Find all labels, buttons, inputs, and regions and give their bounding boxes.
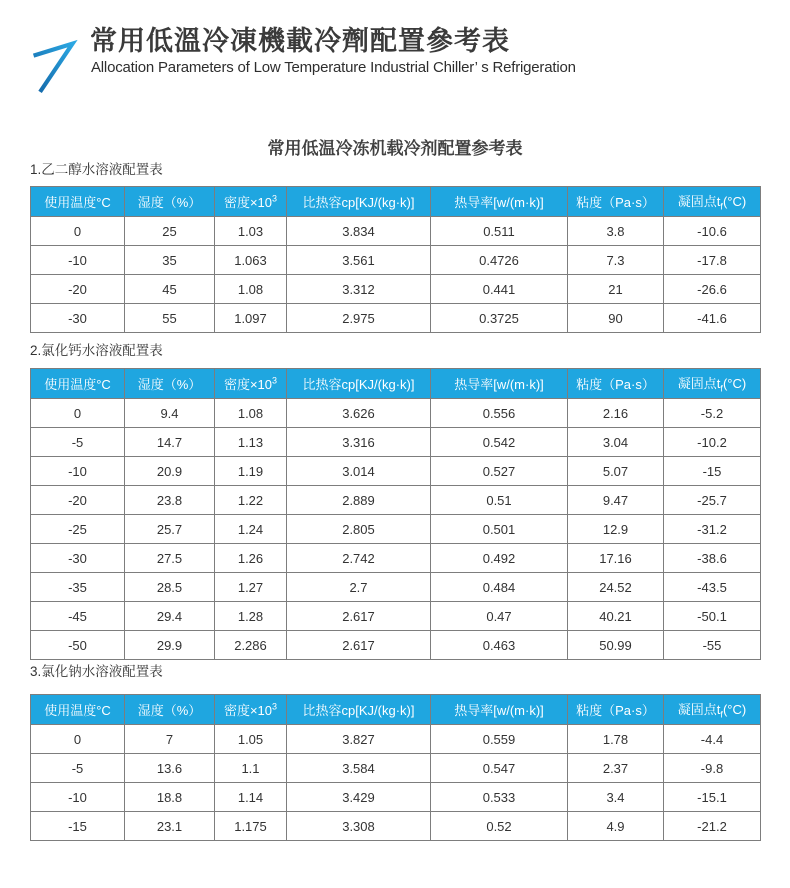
table-cell: -10.6 (664, 217, 761, 246)
table-cell: -5.2 (664, 399, 761, 428)
table-header-row (31, 369, 761, 399)
calcium-chloride-table (30, 368, 761, 660)
table-cell: -20 (31, 275, 125, 304)
column-header: 粘度（Pa·s） (568, 695, 664, 725)
table-cell: 3.8 (568, 217, 664, 246)
table-cell: -21.2 (664, 812, 761, 841)
table-cell: 23.1 (125, 812, 215, 841)
table-cell: 1.28 (215, 602, 287, 631)
table-cell: 1.097 (215, 304, 287, 333)
column-header: 热导率[w/(m·k)] (431, 695, 568, 725)
table-cell: 2.617 (287, 602, 431, 631)
table-cell: 0.47 (431, 602, 568, 631)
column-header: 密度$\times 10^3$ (215, 187, 287, 217)
table-cell: 27.5 (125, 544, 215, 573)
table-cell: 5.07 (568, 457, 664, 486)
table-cell: -43.5 (664, 573, 761, 602)
table-cell: -5 (31, 754, 125, 783)
table-cell: 3.561 (287, 246, 431, 275)
column-header: 密度$\times 10^3$ (215, 369, 287, 399)
table-cell: 0.441 (431, 275, 568, 304)
table-cell: 29.4 (125, 602, 215, 631)
table-cell: 55 (125, 304, 215, 333)
table-cell: 0.556 (431, 399, 568, 428)
section-label: 2.氯化钙水溶液配置表 (30, 343, 163, 358)
table-cell: 0.484 (431, 573, 568, 602)
table-cell: 17.16 (568, 544, 664, 573)
table-cell: 40.21 (568, 602, 664, 631)
section-sodium-chloride (30, 663, 760, 841)
column-header: 凝固点$t_f(^\circ C)$ (664, 695, 761, 725)
sodium-chloride-table (30, 694, 761, 841)
table-cell: 1.1 (215, 754, 287, 783)
section-label: 3.氯化钠水溶液配置表 (30, 664, 163, 679)
table-cell: -4.4 (664, 725, 761, 754)
table-cell: 9.47 (568, 486, 664, 515)
table-cell: 3.834 (287, 217, 431, 246)
document-title: 常用低温冷冻机载冷剂配置参考表 (267, 139, 523, 158)
table-cell: 3.626 (287, 399, 431, 428)
table-cell: 1.08 (215, 275, 287, 304)
table-cell: -35 (31, 573, 125, 602)
table-cell: -41.6 (664, 304, 761, 333)
table-row (31, 602, 761, 631)
table-cell: 0.463 (431, 631, 568, 660)
table-cell: 0.527 (431, 457, 568, 486)
table-cell: -30 (31, 304, 125, 333)
table-cell: 2.889 (287, 486, 431, 515)
table-cell: -10 (31, 457, 125, 486)
table-cell: 2.16 (568, 399, 664, 428)
ethylene-glycol-table (30, 186, 761, 333)
table-row (31, 573, 761, 602)
table-cell: -17.8 (664, 246, 761, 275)
section-ethylene-glycol (30, 161, 760, 333)
column-header: 密度$\times 10^3$ (215, 695, 287, 725)
table-cell: 50.99 (568, 631, 664, 660)
table-cell: -31.2 (664, 515, 761, 544)
table-row (31, 754, 761, 783)
table-cell: 3.584 (287, 754, 431, 783)
table-cell: 0.492 (431, 544, 568, 573)
table-cell: -5 (31, 428, 125, 457)
brand-text (90, 24, 576, 77)
table-cell: 3.014 (287, 457, 431, 486)
table-cell: 2.7 (287, 573, 431, 602)
table-cell: 28.5 (125, 573, 215, 602)
table-cell: 1.24 (215, 515, 287, 544)
table-row (31, 246, 761, 275)
table-cell: 1.26 (215, 544, 287, 573)
table-row (31, 725, 761, 754)
section-calcium-chloride (30, 342, 760, 660)
table-cell: -50 (31, 631, 125, 660)
table-cell: 35 (125, 246, 215, 275)
table-cell: -55 (664, 631, 761, 660)
table-cell: 3.308 (287, 812, 431, 841)
column-header: 粘度（Pa·s） (568, 369, 664, 399)
table-row (31, 783, 761, 812)
table-cell: 1.19 (215, 457, 287, 486)
column-header: 湿度（%） (125, 369, 215, 399)
column-header: 热导率[w/(m·k)] (431, 187, 568, 217)
table-cell: 45 (125, 275, 215, 304)
table-cell: 0.511 (431, 217, 568, 246)
table-cell: 3.316 (287, 428, 431, 457)
section-label: 1.乙二醇水溶液配置表 (30, 162, 163, 177)
trend-arrow-icon (28, 34, 80, 94)
column-header: 使用温度°C (31, 187, 125, 217)
table-cell: 2.805 (287, 515, 431, 544)
table-cell: 1.08 (215, 399, 287, 428)
table-cell: 7.3 (568, 246, 664, 275)
table-header-row (31, 695, 761, 725)
column-header: 比热容cp[KJ/(kg·k)] (287, 187, 431, 217)
table-cell: 0 (31, 217, 125, 246)
table-cell: 4.9 (568, 812, 664, 841)
table-cell: -26.6 (664, 275, 761, 304)
table-cell: 90 (568, 304, 664, 333)
column-header: 湿度（%） (125, 187, 215, 217)
table-cell: 2.975 (287, 304, 431, 333)
table-cell: -45 (31, 602, 125, 631)
table-cell: 12.9 (568, 515, 664, 544)
table-cell: 25 (125, 217, 215, 246)
column-header: 湿度（%） (125, 695, 215, 725)
table-cell: 1.22 (215, 486, 287, 515)
table-cell: 13.6 (125, 754, 215, 783)
table-cell: 20.9 (125, 457, 215, 486)
table-cell: 1.27 (215, 573, 287, 602)
table-cell: 9.4 (125, 399, 215, 428)
table-cell: -50.1 (664, 602, 761, 631)
table-cell: -9.8 (664, 754, 761, 783)
table-cell: 2.742 (287, 544, 431, 573)
table-cell: 29.9 (125, 631, 215, 660)
table-cell: 3.04 (568, 428, 664, 457)
table-row (31, 217, 761, 246)
table-cell: 0.501 (431, 515, 568, 544)
brand-title: 常用低溫冷凍機載冷劑配置參考表 (90, 26, 510, 56)
table-cell: 0.51 (431, 486, 568, 515)
table-row (31, 631, 761, 660)
column-header: 凝固点$t_f(^\circ C)$ (664, 187, 761, 217)
brand-subtitle: Allocation Parameters of Low Temperature Industrial Chiller’ s Refrigeration (91, 59, 576, 76)
table-row (31, 428, 761, 457)
column-header: 比热容cp[KJ/(kg·k)] (287, 695, 431, 725)
table-cell: -10 (31, 246, 125, 275)
table-cell: 7 (125, 725, 215, 754)
table-row (31, 544, 761, 573)
table-cell: -30 (31, 544, 125, 573)
column-header: 凝固点$t_f(^\circ C)$ (664, 369, 761, 399)
table-cell: -10 (31, 783, 125, 812)
table-row (31, 304, 761, 333)
table-cell: -20 (31, 486, 125, 515)
table-cell: 18.8 (125, 783, 215, 812)
table-cell: 25.7 (125, 515, 215, 544)
table-cell: 2.286 (215, 631, 287, 660)
table-cell: 3.4 (568, 783, 664, 812)
table-cell: 0.547 (431, 754, 568, 783)
table-cell: 23.8 (125, 486, 215, 515)
table-cell: 24.52 (568, 573, 664, 602)
table-cell: 0 (31, 725, 125, 754)
table-cell: 1.13 (215, 428, 287, 457)
column-header: 比热容cp[KJ/(kg·k)] (287, 369, 431, 399)
table-header-row (31, 187, 761, 217)
table-cell: -10.2 (664, 428, 761, 457)
table-cell: -25 (31, 515, 125, 544)
table-row (31, 515, 761, 544)
table-cell: -15.1 (664, 783, 761, 812)
table-cell: 1.063 (215, 246, 287, 275)
table-row (31, 275, 761, 304)
table-cell: -15 (664, 457, 761, 486)
table-row (31, 812, 761, 841)
table-cell: 0 (31, 399, 125, 428)
table-cell: -15 (31, 812, 125, 841)
column-header: 粘度（Pa·s） (568, 187, 664, 217)
table-cell: 3.312 (287, 275, 431, 304)
table-cell: 1.175 (215, 812, 287, 841)
table-cell: 0.4726 (431, 246, 568, 275)
table-cell: 0.52 (431, 812, 568, 841)
table-cell: -38.6 (664, 544, 761, 573)
table-cell: 0.559 (431, 725, 568, 754)
column-header: 使用温度°C (31, 369, 125, 399)
brand-header (28, 24, 576, 94)
table-cell: 1.78 (568, 725, 664, 754)
table-cell: 1.05 (215, 725, 287, 754)
table-cell: 14.7 (125, 428, 215, 457)
table-cell: 21 (568, 275, 664, 304)
column-header: 使用温度°C (31, 695, 125, 725)
table-cell: 2.617 (287, 631, 431, 660)
table-cell: 0.533 (431, 783, 568, 812)
table-cell: 1.14 (215, 783, 287, 812)
table-cell: 3.827 (287, 725, 431, 754)
table-cell: 3.429 (287, 783, 431, 812)
table-cell: -25.7 (664, 486, 761, 515)
table-cell: 1.03 (215, 217, 287, 246)
table-row (31, 486, 761, 515)
table-row (31, 457, 761, 486)
table-cell: 2.37 (568, 754, 664, 783)
table-row (31, 399, 761, 428)
table-cell: 0.542 (431, 428, 568, 457)
column-header: 热导率[w/(m·k)] (431, 369, 568, 399)
table-cell: 0.3725 (431, 304, 568, 333)
